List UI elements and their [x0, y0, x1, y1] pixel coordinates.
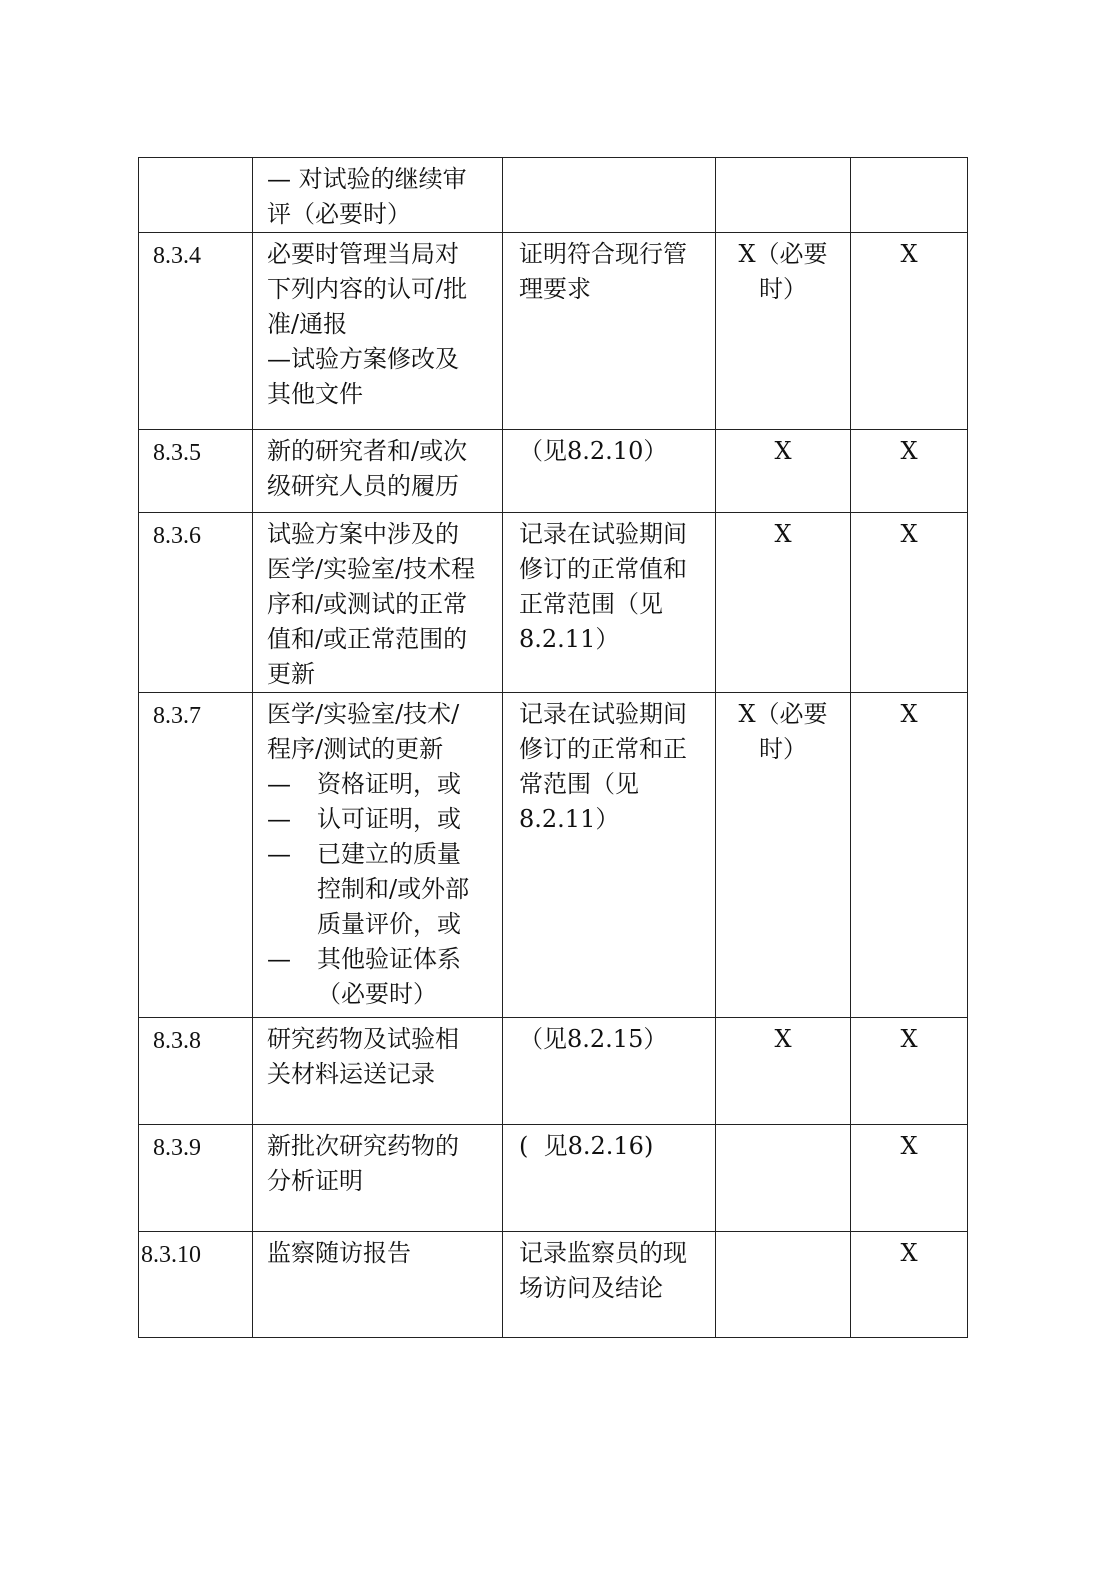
sponsor-mark: X [851, 693, 968, 1018]
document-title: — 对试验的继续审 评（必要时） [253, 158, 503, 233]
section-number: 8.3.5 [139, 430, 253, 513]
investigator-mark: X（必要 时） [716, 233, 851, 430]
section-number: 8.3.4 [139, 233, 253, 430]
purpose-note: 记录监察员的现 场访问及结论 [503, 1232, 716, 1338]
sponsor-mark: X [851, 1125, 968, 1232]
sponsor-mark: X [851, 430, 968, 513]
sponsor-mark: X [851, 233, 968, 430]
section-number: 8.3.8 [139, 1018, 253, 1125]
document-title: 新的研究者和/或次 级研究人员的履历 [253, 430, 503, 513]
document-title: 必要时管理当局对 下列内容的认可/批 准/通报 —试验方案修改及 其他文件 [253, 233, 503, 430]
sponsor-mark [851, 158, 968, 233]
purpose-note: 记录在试验期间 修订的正常值和 正常范围（见 8.2.11） [503, 513, 716, 693]
section-number: 8.3.7 [139, 693, 253, 1018]
section-number: 8.3.6 [139, 513, 253, 693]
purpose-note: ( 见8.2.16) [503, 1125, 716, 1232]
document-title: 试验方案中涉及的 医学/实验室/技术程 序和/或测试的正常 值和/或正常范围的 更新 [253, 513, 503, 693]
bullet-item: — 其他验证体系 [267, 945, 461, 973]
table-row [139, 158, 968, 233]
purpose-note: 记录在试验期间 修订的正常和正 常范围（见 8.2.11） [503, 693, 716, 1018]
section-number: 8.3.9 [139, 1125, 253, 1232]
section-number: 8.3.10 [139, 1232, 253, 1338]
records-table [138, 157, 968, 1338]
investigator-mark: X（必要 时） [716, 693, 851, 1018]
table-row [139, 1232, 968, 1338]
table-row [139, 233, 968, 430]
purpose-note: （见8.2.15） [503, 1018, 716, 1125]
document-title: 研究药物及试验相 关材料运送记录 [253, 1018, 503, 1125]
investigator-mark [716, 1232, 851, 1338]
sponsor-mark: X [851, 513, 968, 693]
table-row [139, 1018, 968, 1125]
purpose-note: （见8.2.10） [503, 430, 716, 513]
table-row [139, 693, 968, 1018]
bullet-item: — 认可证明，或 [267, 805, 461, 833]
purpose-note [503, 158, 716, 233]
table-row [139, 1125, 968, 1232]
investigator-mark [716, 1125, 851, 1232]
section-number [139, 158, 253, 233]
sponsor-mark: X [851, 1018, 968, 1125]
document-title: 监察随访报告 [253, 1232, 503, 1338]
table-row [139, 513, 968, 693]
investigator-mark: X [716, 430, 851, 513]
investigator-mark [716, 158, 851, 233]
table-row [139, 430, 968, 513]
bullet-item: — 已建立的质量 [267, 840, 461, 868]
investigator-mark: X [716, 1018, 851, 1125]
sponsor-mark: X [851, 1232, 968, 1338]
investigator-mark: X [716, 513, 851, 693]
bullet-item: — 资格证明，或 [267, 770, 461, 798]
purpose-note: 证明符合现行管 理要求 [503, 233, 716, 430]
document-title: 新批次研究药物的 分析证明 [253, 1125, 503, 1232]
document-title: 医学/实验室/技术/ 程序/测试的更新 — 资格证明，或 — 认可证明，或 — 已建立的质量 控制和/或外部 质量评价，或 — 其他验证体系 （必要时） [253, 693, 503, 1018]
